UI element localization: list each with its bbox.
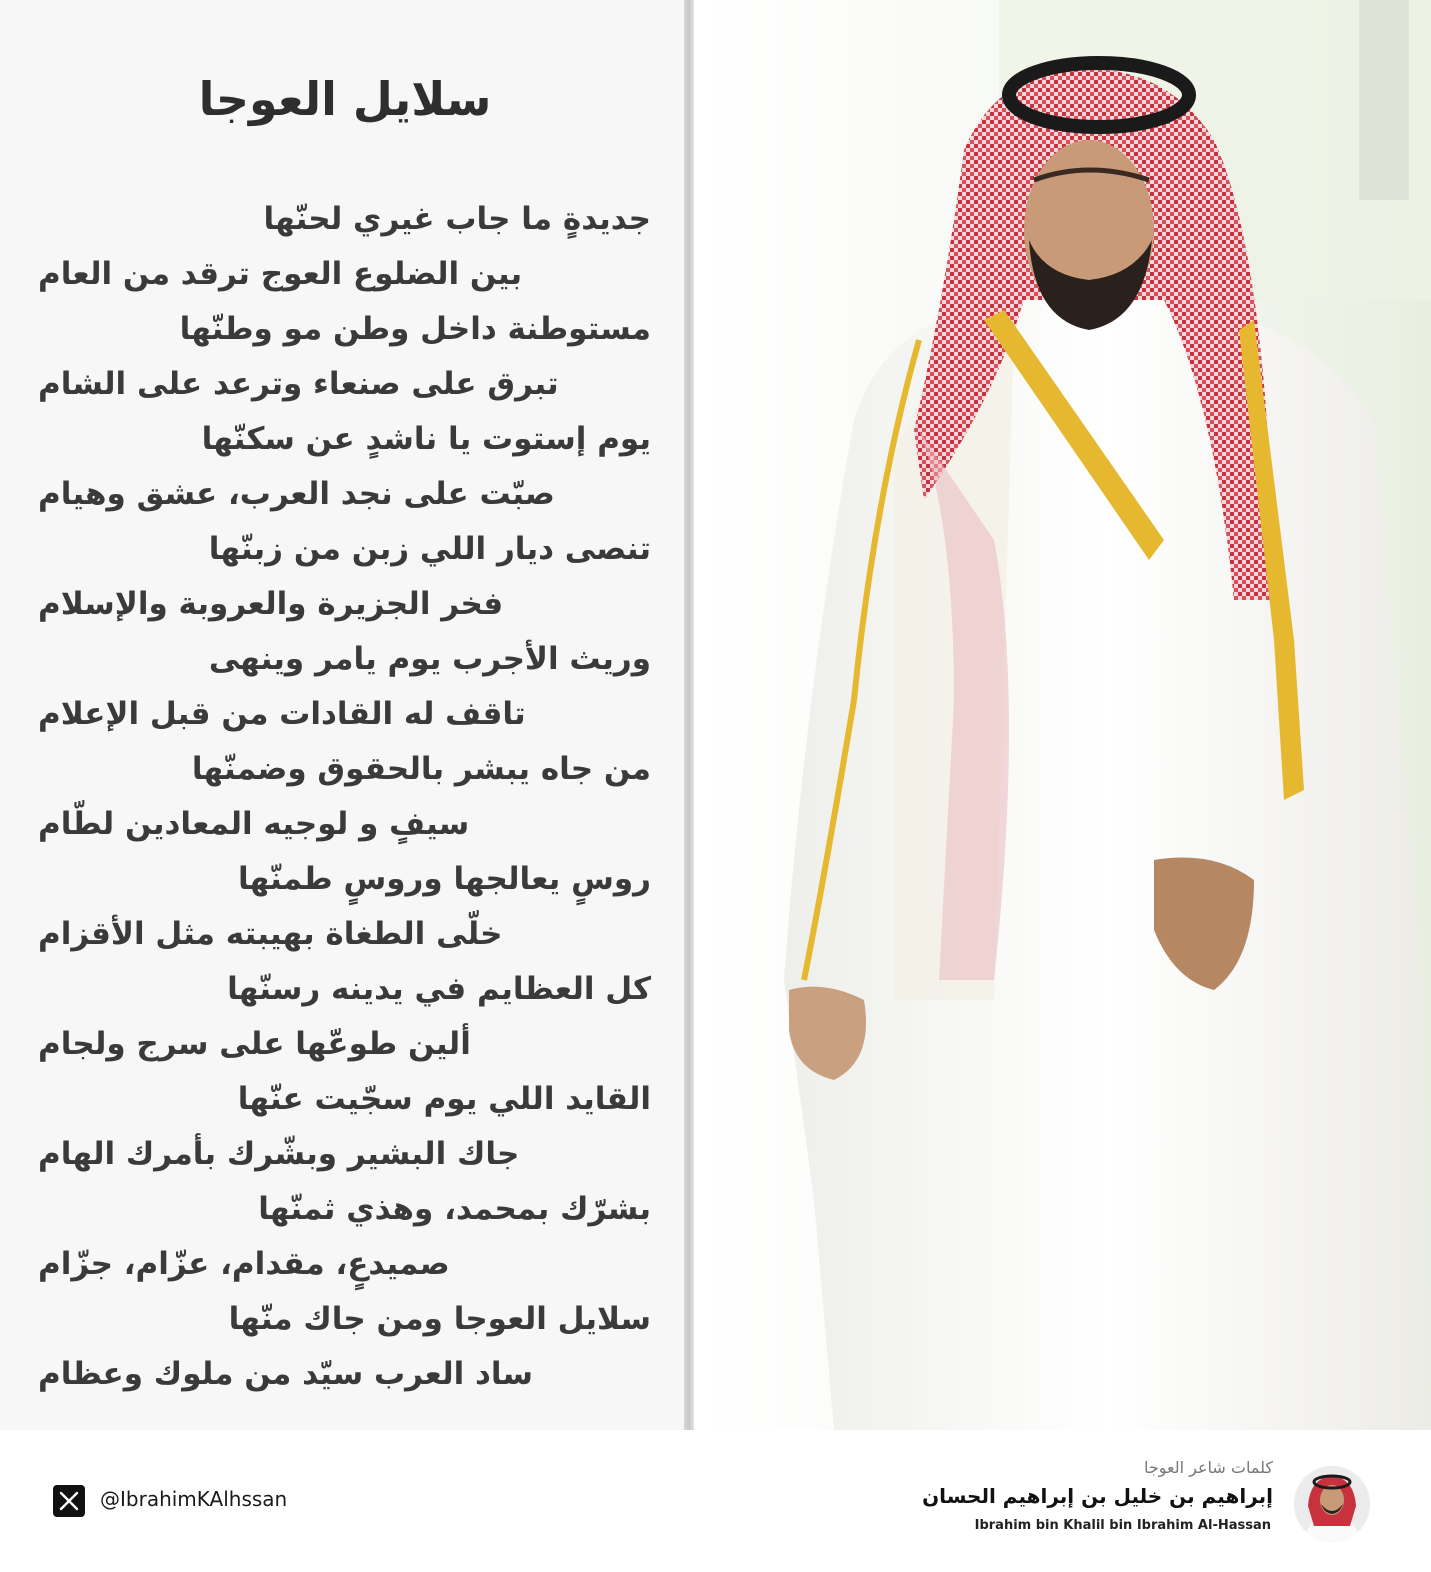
x-glyph-icon [59, 1491, 79, 1511]
verse-line: فخر الجزيرة والعروبة والإسلام [38, 586, 504, 622]
verse-line: وريث الأجرب يوم يامر وينهى [208, 641, 651, 677]
verse-line: من جاه يبشر بالحقوق وضمنّها [191, 751, 651, 787]
author-avatar [1294, 1466, 1370, 1542]
verse-line: تاقف له القادات من قبل الإعلام [38, 696, 526, 732]
verse-line: صبّت على نجد العرب، عشق وهيام [38, 476, 555, 512]
verse-line: روسٍ يعالجها وروسٍ طمنّها [237, 861, 651, 897]
credit-name-arabic: إبراهيم بن خليل بن إبراهيم الحسان [922, 1484, 1273, 1508]
portrait-illustration [694, 0, 1431, 1430]
verse-line: يوم إستوت يا ناشدٍ عن سكنّها [201, 421, 651, 457]
verse-line: تبرق على صنعاء وترعد على الشام [38, 366, 559, 402]
verse-line: القايد اللي يوم سجّيت عنّها [237, 1081, 651, 1117]
verse-line: بين الضلوع العوج ترقد من العام [38, 256, 523, 292]
verse-line: تنصى ديار اللي زبن من زبنّها [208, 531, 651, 567]
verse-line: بشرّك بمحمد، وهذي ثمنّها [258, 1191, 651, 1227]
poem-title: سلايل العوجا [198, 72, 492, 126]
poem-panel [0, 0, 688, 1430]
verse-line: سلايل العوجا ومن جاك منّها [228, 1301, 651, 1337]
verse-line: جديدةٍ ما جاب غيري لحنّها [263, 201, 651, 237]
portrait-photo [694, 0, 1431, 1430]
verse-line: جاك البشير وبشّرك بأمرك الهام [38, 1136, 520, 1172]
verse-line: سيفٍ و لوجيه المعادين لطّام [38, 806, 470, 842]
panel-divider [684, 0, 694, 1430]
verse-line: ساد العرب سيّد من ملوك وعظام [38, 1356, 534, 1392]
credit-name-english: Ibrahim bin Khalil bin Ibrahim Al-Hassan [974, 1518, 1271, 1533]
verse-line: كل العظايم في يدينه رسنّها [227, 971, 651, 1007]
verse-line: خلّى الطغاة بهيبته مثل الأقزام [38, 916, 503, 952]
verse-line: مستوطنة داخل وطن مو وطنّها [179, 311, 651, 347]
x-logo-icon[interactable] [53, 1485, 85, 1517]
avatar-illustration [1294, 1466, 1370, 1542]
verse-line: صميدعٍ، مقدام، عزّام، جزّام [38, 1246, 450, 1282]
credit-caption: كلمات شاعر العوجا [1144, 1458, 1273, 1477]
social-handle[interactable]: @IbrahimKAlhssan [100, 1487, 288, 1511]
verse-line: ألين طوعّها على سرج ولجام [38, 1026, 471, 1062]
